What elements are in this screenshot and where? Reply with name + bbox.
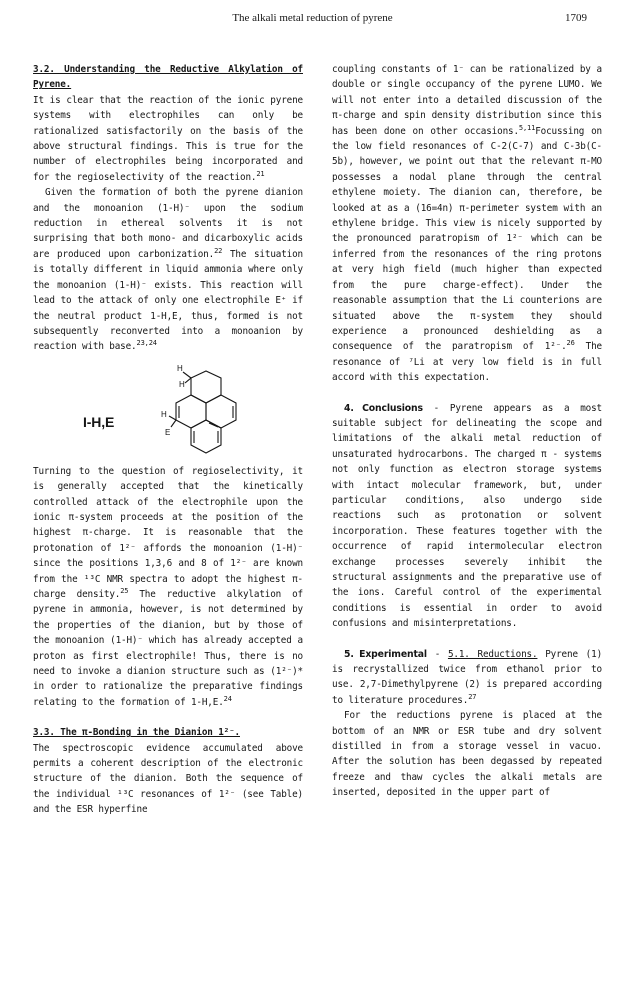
section-3-2-paragraph-1: It is clear that the reaction of the ionic pyrene systems with electrophiles can only be rationalized satisfactorily on the basis of the above structural findings. This is true for the number of electrophiles being incorporated and for the regioselectivity of the reaction.$^{21}$ xyxy=(33,94,303,183)
running-title: The alkali metal reduction of pyrene xyxy=(232,12,393,24)
section-5-paragraph-2: For the reductions pyrene is placed at the bottom of an NMR or ESR tube and dry solvent distilled in from a storage vessel in vacuo. After the solution has been degassed by repeated freeze and thaw cycles the alkali metals are inserted, deposited in the upper part of xyxy=(332,710,602,799)
reference-22: 22 xyxy=(214,246,223,255)
reference-5-11: 5,11 xyxy=(518,123,536,132)
section-5-heading: 5. Experimental xyxy=(344,648,427,660)
reference-26: 26 xyxy=(566,339,575,348)
hydrogen-label-2: H xyxy=(179,379,185,389)
section-4-conclusions: 4. Conclusions - Pyrene appears as a most suitable subject for delineating the scope and limitations of the alkali metal reduction of unsaturated hydrocarbons. The charged π - systems not only function as electron storage systems with intact molecular framework, but, under particular conditions, also undergo side reactions such as protonation or solvent incorporation. These features together with the occurrence of rapid intermolecular electron exchange processes severely inhibit the structural assignments and the preparative use of the ions. Careful control of the experimental conditions is essential in order to avoid confusions and misinterpretations. xyxy=(332,402,603,630)
electrophile-label: E xyxy=(165,427,171,437)
section-3-2-paragraph-2: Given the formation of both the pyrene dianion and the monoanion (1-H)⁻ upon the sodium reduction in ethereal solvents it is not surprising that both mono- and dicarboxylic acids are produced upon carbonization.$^{22}$ The situation is totally different in liquid ammonia where only the monoanion (1-H)⁻ exists. This reaction will lead to the attack of only one electrophile E⁺ if the neutral product 1-H,E, thus, formed is not subsequently reconverted into a monoanion by reaction with base.$^{23,24}$ xyxy=(33,187,304,353)
section-3-2-paragraph-3: Turning to the question of regioselectivity, it is generally accepted that the kinetically controlled attack of the electrophile upon the ionic π-system proceeds at the position of the highest π-charge. It is reasonable that the protonation of 1²⁻ affords the monoanion (1-H)⁻ since the positions 1,3,6 and 8 of 1²⁻ are known from the ¹³C NMR spectra to adopt the highest π- charge density.$^{25}$ The reductive alkylation of pyrene in ammonia, however, is not determined by the properties of the dianion, but by those of the monoanion (1-H)⁻ which has already accepted a proton as first electrophile! Thus, there is no need to invoke a dianion structure such as (1²⁻)* in order to rationalize the preparative findings relating to the formation of 1-H,E.$^{24}$ xyxy=(33,465,303,708)
reference-23-24: 23,24 xyxy=(136,339,157,348)
section-5-1-heading: 5.1. Reductions. xyxy=(447,648,538,660)
structure-figure xyxy=(33,363,303,458)
reference-21: 21 xyxy=(256,169,265,178)
page-number: 1709 xyxy=(565,12,587,24)
section-5-paragraph-1: 5. Experimental - 5.1. Reductions. Pyrene (1) is recrystallized twice from ethanol prior to use. 2,7-Dimethylpyrene (2) is prepared according to literature procedures.$^{27}$ xyxy=(332,648,603,706)
reference-27: 27 xyxy=(468,692,477,701)
section-4-heading: 4. Conclusions xyxy=(344,402,423,414)
section-3-3-continuation: coupling constants of 1⁻ can be rationalized by a double or single occupancy of the pyrene LUMO. We will not enter into a detailed discussion of the π-charge and spin density distribution since this has been done on other occasions.$^{5,11}$Focussing on the low field resonances of C-2(C-7) and C-3b(C-5b), however, we point out that the relevant π-MO possesses a nodal plane through the central ethylene moiety. The dianion can, therefore, be looked at as a (16=4n) π-perimeter system with an ethylene bridge. This view is nicely supported by the pronounced paratropism of 1²⁻ which can be inferred from the resonances of the ring protons at very high field (much higher than expected from the pure charge-effect). Under the reasonable assumption that the Li counterions are situated above the π-system they should experience a pronounced deshielding as a consequence of the paratropism of 1²⁻.$^{26}$ The resonance of ⁷Li at very low field is in full accord with this expectation. xyxy=(332,64,602,384)
right-column xyxy=(332,62,602,801)
section-3-3-heading: 3.3. The π-Bonding in the Dianion 1²⁻. xyxy=(33,727,240,739)
left-column xyxy=(33,62,303,818)
pyrene-adduct-structure xyxy=(161,363,271,458)
hydrogen-label-3: H xyxy=(161,409,167,419)
reference-25: 25 xyxy=(120,586,129,595)
reference-24: 24 xyxy=(223,694,232,703)
figure-label: I-H,E xyxy=(83,413,115,430)
section-3-2-heading: 3.2. Understanding the Reductive Alkylation of Pyrene. xyxy=(33,64,303,91)
section-3-3-paragraph-1: The spectroscopic evidence accumulated above permits a coherent description of the electronic structure of the dianion. Both the sequence of the individual ¹³C resonances of 1²⁻ (see Table) and the ESR hyperfine xyxy=(33,742,303,816)
hydrogen-label-1: H xyxy=(177,363,183,373)
running-head xyxy=(30,12,595,28)
